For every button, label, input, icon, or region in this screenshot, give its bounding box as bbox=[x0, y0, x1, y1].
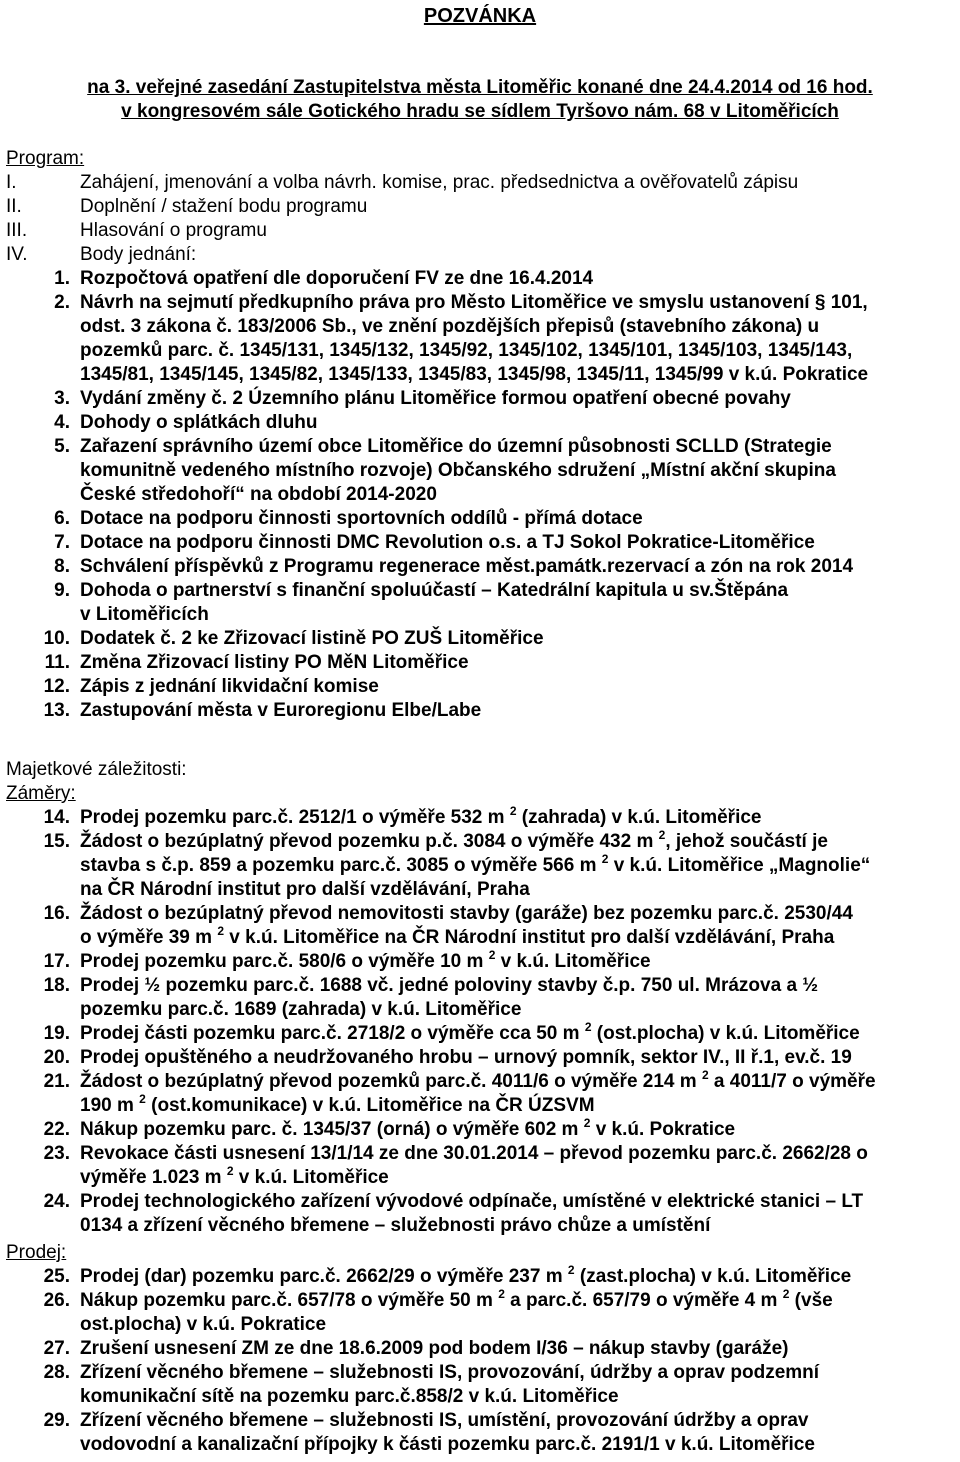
agenda-item-number: 11. bbox=[44, 652, 70, 673]
agenda-item bbox=[0, 435, 960, 507]
agenda-item-number: 27. bbox=[43, 1338, 70, 1359]
agenda-item bbox=[0, 1361, 960, 1409]
agenda-item-line: Prodej pozemku parc.č. 580/6 o výměře 10 m $^2$ v k.ú. Litoměřice bbox=[80, 947, 651, 972]
agenda-item-number: 12. bbox=[43, 676, 70, 697]
agenda-item-text bbox=[80, 555, 950, 579]
agenda-item-line: Návrh na sejmutí předkupního práva pro Město Litoměřice ve smyslu ustanovení § 101, bbox=[80, 292, 868, 313]
agenda-item bbox=[0, 651, 960, 675]
intro-line-2: v kongresovém sále Gotického hradu se sídlem Tyršovo nám. 68 v Litoměřicích bbox=[121, 101, 839, 122]
agenda-item-number: 9. bbox=[54, 580, 70, 601]
agenda-item-number: 2. bbox=[54, 292, 70, 313]
agenda-item-text bbox=[80, 902, 950, 950]
agenda-item-number: 25. bbox=[43, 1266, 70, 1287]
agenda-item bbox=[0, 1142, 960, 1190]
agenda-item bbox=[0, 675, 960, 699]
agenda-item-text bbox=[80, 267, 950, 291]
agenda-item bbox=[0, 1019, 960, 1046]
agenda-item bbox=[0, 579, 960, 627]
agenda-item-number: 22. bbox=[43, 1119, 70, 1140]
zamery-items bbox=[0, 803, 960, 1238]
agenda-item-line: Zrušení usnesení ZM ze dne 18.6.2009 pod bodem I/36 – nákup stavby (garáže) bbox=[80, 1338, 789, 1359]
agenda-item-line: Zřízení věcného břemene – služebnosti IS, umístění, provozování údržby a oprav bbox=[80, 1410, 809, 1431]
agenda-item-line: odst. 3 zákona č. 183/2006 Sb., ve znění pozdějších přepisů (stavebního zákona) u bbox=[80, 316, 820, 337]
agenda-item-line: Prodej technologického zařízení vývodové odpínače, umístěné v elektrické stanici – LT bbox=[80, 1191, 864, 1212]
agenda-item-line: Dohody o splátkách dluhu bbox=[80, 412, 318, 433]
agenda-item bbox=[0, 1286, 960, 1337]
agenda-item bbox=[0, 827, 960, 902]
agenda-item-line: na ČR Národní institut pro další vzdělávání, Praha bbox=[80, 879, 530, 900]
agenda-item-text bbox=[80, 411, 950, 435]
agenda-item-line: Prodej opuštěného a neudržovaného hrobu – urnový pomník, sektor IV., II ř.1, ev.č. 19 bbox=[80, 1047, 852, 1068]
agenda-item bbox=[0, 291, 960, 387]
agenda-item-text bbox=[80, 1067, 950, 1118]
agenda-item bbox=[0, 1190, 960, 1238]
agenda-item-text bbox=[80, 1142, 950, 1190]
agenda-item-text bbox=[80, 1262, 950, 1289]
agenda-item-text bbox=[80, 827, 950, 902]
agenda-item-number: 4. bbox=[54, 412, 70, 433]
agenda-item-number: 8. bbox=[54, 556, 70, 577]
agenda-item bbox=[0, 387, 960, 411]
agenda-item-number: 19. bbox=[43, 1023, 70, 1044]
prodej-items bbox=[0, 1262, 960, 1457]
agenda-item-line: Schválení příspěvků z Programu regenerace měst.památk.rezervací a zón na rok 2014 bbox=[80, 556, 854, 577]
agenda-item bbox=[0, 267, 960, 291]
agenda-item-text bbox=[80, 947, 950, 974]
agenda-item-text bbox=[80, 1286, 950, 1337]
roman-text: Zahájení, jmenování a volba návrh. komise, prac. předsednictva a ověřovatelů zápisu bbox=[80, 172, 799, 193]
agenda-item-line: Dohoda o partnerství s finanční spoluúčastí – Katedrální kapitula u sv.Štěpána bbox=[80, 580, 789, 601]
agenda-item-number: 23. bbox=[43, 1143, 70, 1164]
agenda-item-line: České středohoří“ na období 2014-2020 bbox=[80, 484, 437, 505]
agenda-item-line: ost.plocha) v k.ú. Pokratice bbox=[80, 1314, 327, 1335]
roman-list bbox=[0, 171, 960, 267]
agenda-item-number: 16. bbox=[43, 903, 70, 924]
agenda-item-text bbox=[80, 507, 950, 531]
agenda-item bbox=[0, 1262, 960, 1289]
roman-number: I. bbox=[6, 172, 17, 193]
agenda-item-text bbox=[80, 1190, 950, 1238]
agenda-item-line: v Litoměřicích bbox=[80, 604, 209, 625]
roman-number: IV. bbox=[6, 244, 28, 265]
agenda-item-line: Dodatek č. 2 ke Zřizovací listině PO ZUŠ Litoměřice bbox=[80, 628, 544, 649]
agenda-item bbox=[0, 699, 960, 723]
prodej-label: Prodej: bbox=[6, 1242, 67, 1263]
agenda-item-line: Rozpočtová opatření dle doporučení FV ze dne 16.4.2014 bbox=[80, 268, 594, 289]
agenda-item-line: Vydání změny č. 2 Územního plánu Litoměřice formou opatření obecné povahy bbox=[80, 388, 791, 409]
program-section bbox=[0, 147, 960, 723]
agenda-item bbox=[0, 947, 960, 974]
roman-number: II. bbox=[6, 196, 22, 217]
agenda-item bbox=[0, 1046, 960, 1070]
agenda-item-text bbox=[80, 1337, 950, 1361]
agenda-item bbox=[0, 974, 960, 1022]
agenda-item-line: Dotace na podporu činnosti DMC Revolution o.s. a TJ Sokol Pokratice-Litoměřice bbox=[80, 532, 815, 553]
agenda-item bbox=[0, 627, 960, 651]
roman-item bbox=[0, 195, 960, 219]
agenda-item-line: Žádost o bezúplatný převod nemovitosti stavby (garáže) bez pozemku parc.č. 2530/44 bbox=[80, 903, 853, 924]
agenda-item-text bbox=[80, 531, 950, 555]
agenda-item-number: 29. bbox=[43, 1410, 70, 1431]
majetkove-label: Majetkové záležitosti: bbox=[6, 759, 187, 780]
roman-item bbox=[0, 219, 960, 243]
intro bbox=[0, 76, 960, 124]
agenda-item-line: Prodej ½ pozemku parc.č. 1688 vč. jedné poloviny stavby č.p. 750 ul. Mrázova a ½ bbox=[80, 975, 819, 996]
agenda-item-number: 7. bbox=[54, 532, 70, 553]
program-items bbox=[0, 267, 960, 723]
agenda-item-line: Nákup pozemku parc. č. 1345/37 (orná) o výměře 602 m $^2$ v k.ú. Pokratice bbox=[80, 1115, 736, 1140]
agenda-item bbox=[0, 1337, 960, 1361]
agenda-item-line: Zápis z jednání likvidační komise bbox=[80, 676, 379, 697]
agenda-item-line: Změna Zřizovací listiny PO MěN Litoměřice bbox=[80, 652, 469, 673]
agenda-item-number: 1. bbox=[54, 268, 70, 289]
roman-text: Hlasování o programu bbox=[80, 220, 267, 241]
document-title: POZVÁNKA bbox=[423, 5, 537, 27]
agenda-item-line: Zařazení správního území obce Litoměřice do územní působnosti SCLLD (Strategie bbox=[80, 436, 832, 457]
agenda-item-number: 17. bbox=[43, 951, 70, 972]
agenda-item-number: 6. bbox=[54, 508, 70, 529]
agenda-item-number: 20. bbox=[43, 1047, 70, 1068]
agenda-item bbox=[0, 1115, 960, 1142]
agenda-item-number: 15. bbox=[43, 831, 70, 852]
program-label: Program: bbox=[6, 148, 85, 169]
agenda-item bbox=[0, 803, 960, 830]
agenda-item-line: pozemku parc.č. 1689 (zahrada) v k.ú. Litoměřice bbox=[80, 999, 522, 1020]
agenda-item-text bbox=[80, 1361, 950, 1409]
agenda-item bbox=[0, 411, 960, 435]
agenda-item-line: 190 m $^2$ (ost.komunikace) v k.ú. Litoměřice na ČR ÚZSVM bbox=[80, 1091, 595, 1116]
agenda-item-text bbox=[80, 1046, 950, 1070]
agenda-item-number: 28. bbox=[43, 1362, 70, 1383]
zamery-label: Záměry: bbox=[6, 783, 76, 804]
agenda-item-text bbox=[80, 1019, 950, 1046]
agenda-item-text bbox=[80, 803, 950, 830]
roman-item bbox=[0, 171, 960, 195]
roman-item bbox=[0, 243, 960, 267]
agenda-item bbox=[0, 555, 960, 579]
agenda-item bbox=[0, 507, 960, 531]
agenda-item bbox=[0, 531, 960, 555]
agenda-item-text bbox=[80, 387, 950, 411]
agenda-item-text bbox=[80, 579, 950, 627]
agenda-item-line: komunikační sítě na pozemku parc.č.858/2 v k.ú. Litoměřice bbox=[80, 1386, 619, 1407]
agenda-item-text bbox=[80, 974, 950, 1022]
agenda-item-line: Nákup pozemku parc.č. 657/78 o výměře 50 m $^2$ a parc.č. 657/79 o výměře 4 m $^2$ (vše bbox=[80, 1286, 833, 1311]
agenda-item-line: o výměře 39 m $^2$ v k.ú. Litoměřice na ČR Národní institut pro další vzdělávání, Praha bbox=[80, 923, 835, 948]
agenda-item-number: 26. bbox=[43, 1290, 70, 1311]
roman-text: Body jednání: bbox=[80, 244, 197, 265]
agenda-item-text bbox=[80, 627, 950, 651]
agenda-item-line: Žádost o bezúplatný převod pozemků parc.č. 4011/6 o výměře 214 m $^2$ a 4011/7 o výměře bbox=[80, 1067, 876, 1092]
agenda-item-number: 21. bbox=[43, 1071, 70, 1092]
agenda-item-line: Revokace části usnesení 13/1/14 ze dne 30.01.2014 – převod pozemku parc.č. 2662/28 o bbox=[80, 1143, 868, 1164]
agenda-item-line: 0134 a zřízení věcného břemene – služebnosti právo chůze a umístění bbox=[80, 1215, 711, 1236]
agenda-item-text bbox=[80, 675, 950, 699]
agenda-item-line: výměře 1.023 m $^2$ v k.ú. Litoměřice bbox=[80, 1163, 389, 1188]
agenda-item-text bbox=[80, 699, 950, 723]
agenda-item bbox=[0, 1409, 960, 1457]
agenda-item-line: Prodej (dar) pozemku parc.č. 2662/29 o výměře 237 m $^2$ (zast.plocha) v k.ú. Litoměřice bbox=[80, 1262, 852, 1287]
roman-number: III. bbox=[6, 220, 28, 241]
agenda-item-line: Zastupování města v Euroregionu Elbe/Labe bbox=[80, 700, 482, 721]
agenda-item-line: vodovodní a kanalizační přípojky k části pozemku parc.č. 2191/1 v k.ú. Litoměřice bbox=[80, 1434, 815, 1455]
agenda-item-line: pozemků parc. č. 1345/131, 1345/132, 1345/92, 1345/102, 1345/101, 1345/103, 1345/143, bbox=[80, 340, 853, 361]
agenda-item-number: 10. bbox=[43, 628, 70, 649]
agenda-item-line: Zřízení věcného břemene – služebnosti IS, provozování, údržby a oprav podzemní bbox=[80, 1362, 820, 1383]
intro-line-1: na 3. veřejné zasedání Zastupitelstva města Litoměřic konané dne 24.4.2014 od 16 hod. bbox=[87, 77, 873, 98]
agenda-item-text bbox=[80, 291, 950, 387]
agenda-item-number: 24. bbox=[43, 1191, 70, 1212]
agenda-item bbox=[0, 902, 960, 950]
roman-text: Doplnění / stažení bodu programu bbox=[80, 196, 368, 217]
agenda-item-text bbox=[80, 651, 950, 675]
agenda-item-number: 14. bbox=[43, 807, 70, 828]
agenda-item-line: stavba s č.p. 859 a pozemku parc.č. 3085 o výměře 566 m $^2$ v k.ú. Litoměřice „Magnolie“ bbox=[80, 851, 871, 876]
agenda-item-line: 1345/81, 1345/145, 1345/82, 1345/133, 1345/83, 1345/98, 1345/11, 1345/99 v k.ú. Pokratice bbox=[80, 364, 869, 385]
agenda-item-number: 5. bbox=[54, 436, 70, 457]
agenda-item-line: komunitně vedeného místního rozvoje) Občanského sdružení „Místní akční skupina bbox=[80, 460, 836, 481]
agenda-item-line: Žádost o bezúplatný převod pozemku p.č. 3084 o výměře 432 m $^2$, jehož součástí je bbox=[80, 827, 828, 852]
agenda-item bbox=[0, 1067, 960, 1118]
agenda-item-line: Dotace na podporu činnosti sportovních oddílů - přímá dotace bbox=[80, 508, 643, 529]
property-section bbox=[0, 758, 960, 1457]
agenda-item-number: 3. bbox=[54, 388, 70, 409]
agenda-item-text bbox=[80, 1409, 950, 1457]
agenda-item-line: Prodej pozemku parc.č. 2512/1 o výměře 532 m $^2$ (zahrada) v k.ú. Litoměřice bbox=[80, 803, 762, 828]
agenda-item-line: Prodej části pozemku parc.č. 2718/2 o výměře cca 50 m $^2$ (ost.plocha) v k.ú. Litoměřice bbox=[80, 1019, 860, 1044]
agenda-item-number: 18. bbox=[43, 975, 70, 996]
agenda-item-text bbox=[80, 1115, 950, 1142]
agenda-item-number: 13. bbox=[43, 700, 70, 721]
agenda-item-text bbox=[80, 435, 950, 507]
